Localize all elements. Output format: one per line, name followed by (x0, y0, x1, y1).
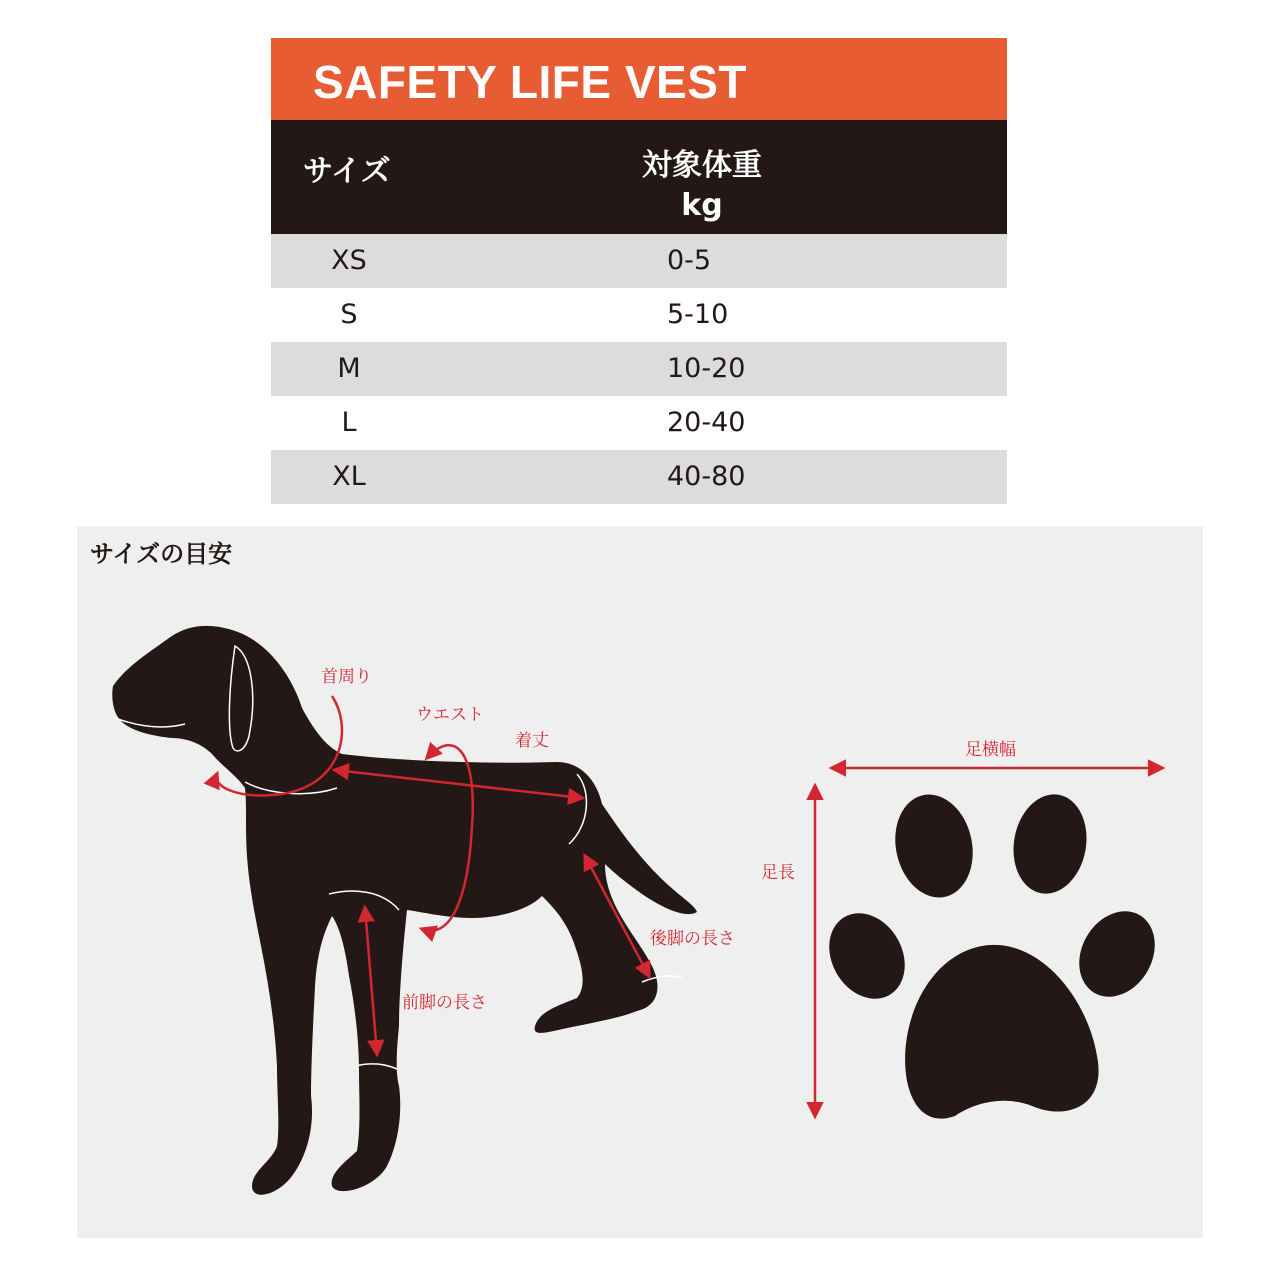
header-weight-label: 対象体重 (642, 148, 762, 183)
waist-label: ウエスト (416, 705, 484, 725)
header-weight (639, 146, 765, 226)
neck-label: 首周り (321, 667, 372, 687)
table-row (271, 396, 1007, 450)
table-row (271, 342, 1007, 396)
size-cell: L (341, 407, 357, 438)
paw-width-label: 足横幅 (965, 740, 1016, 760)
size-cell: M (337, 353, 361, 384)
weight-cell: 40-80 (667, 461, 746, 492)
size-table (271, 38, 1007, 504)
weight-cell: 5-10 (667, 299, 729, 330)
weight-cell: 0-5 (667, 245, 712, 276)
length-label: 着丈 (515, 731, 549, 751)
front-leg-label: 前脚の長さ (402, 993, 487, 1013)
size-cell: XS (331, 245, 367, 276)
table-title: SAFETY LIFE VEST (271, 38, 1007, 120)
size-cell: S (340, 299, 358, 330)
dog-silhouette-icon (112, 626, 697, 1195)
hind-leg-label: 後脚の長さ (650, 929, 735, 949)
size-guide-panel (77, 526, 1203, 1238)
table-row (271, 234, 1007, 288)
paw-print-icon (814, 787, 1170, 1118)
paw-length-label: 足長 (761, 863, 795, 883)
size-cell: XL (332, 461, 366, 492)
weight-cell: 20-40 (667, 407, 746, 438)
weight-cell: 10-20 (667, 353, 746, 384)
measurement-diagram (77, 526, 1203, 1238)
table-row (271, 450, 1007, 504)
header-size: サイズ (303, 154, 391, 189)
size-guide-title: サイズの目安 (90, 540, 233, 568)
table-row (271, 288, 1007, 342)
table-header (271, 120, 1007, 234)
header-weight-unit: kg (681, 188, 723, 223)
